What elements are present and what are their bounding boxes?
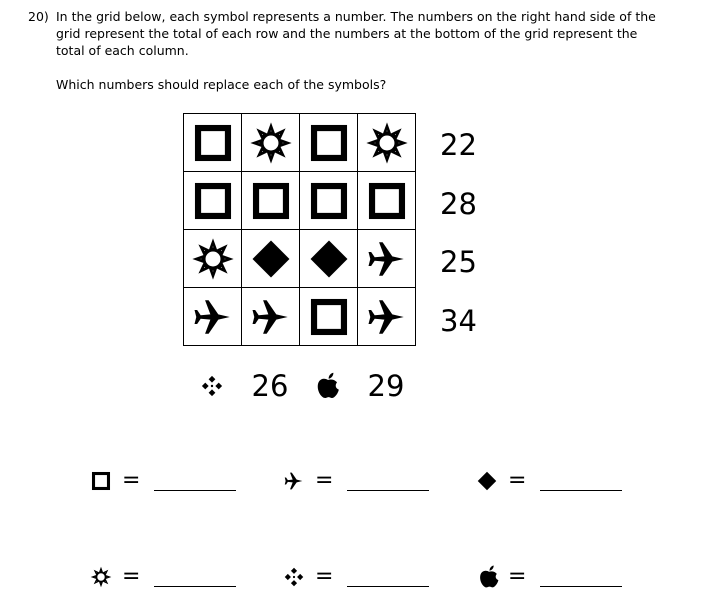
square-icon bbox=[307, 295, 351, 339]
diamond-icon bbox=[249, 237, 293, 281]
equals-sign: = bbox=[122, 564, 141, 589]
grid-cell bbox=[242, 230, 300, 288]
apple-icon bbox=[476, 564, 502, 590]
plane-icon bbox=[249, 295, 293, 339]
plane-icon bbox=[365, 295, 409, 339]
grid-cell bbox=[184, 230, 242, 288]
answer-blank[interactable] bbox=[347, 586, 429, 587]
row-total: 22 bbox=[440, 128, 477, 162]
equals-sign: = bbox=[508, 468, 527, 493]
grid-row bbox=[184, 288, 416, 346]
answer-symbol bbox=[476, 564, 502, 594]
grid-cell bbox=[358, 288, 416, 346]
grid-cell bbox=[300, 114, 358, 172]
answer-blank[interactable] bbox=[540, 490, 622, 491]
answer-blank[interactable] bbox=[154, 490, 236, 491]
answer-symbol bbox=[476, 470, 498, 496]
answer-sun bbox=[90, 562, 250, 592]
grid-cell bbox=[358, 172, 416, 230]
grid-row bbox=[184, 230, 416, 288]
grid-cell bbox=[242, 288, 300, 346]
column-totals bbox=[183, 364, 415, 408]
sun-icon bbox=[191, 237, 235, 281]
square-icon bbox=[307, 179, 351, 223]
four-diamonds-icon bbox=[283, 566, 305, 588]
answer-blank[interactable] bbox=[540, 586, 622, 587]
answer-symbol bbox=[90, 470, 112, 496]
grid-cell bbox=[300, 230, 358, 288]
grid-cell bbox=[358, 114, 416, 172]
column-total: 29 bbox=[367, 369, 405, 403]
square-icon bbox=[307, 121, 351, 165]
answer-symbol bbox=[90, 566, 112, 592]
square-icon bbox=[191, 179, 235, 223]
diamond-icon bbox=[307, 237, 351, 281]
answer-square bbox=[90, 466, 250, 496]
symbol-grid bbox=[183, 113, 416, 346]
grid-cell bbox=[242, 172, 300, 230]
grid-row bbox=[184, 114, 416, 172]
four-diamonds-icon bbox=[200, 374, 224, 398]
square-icon bbox=[90, 470, 112, 492]
equals-sign: = bbox=[508, 564, 527, 589]
square-icon bbox=[249, 179, 293, 223]
sun-icon bbox=[249, 121, 293, 165]
question-prompt: Which numbers should replace each of the symbols? bbox=[56, 77, 387, 92]
row-total: 34 bbox=[440, 303, 477, 338]
grid-cell bbox=[358, 230, 416, 288]
equals-sign: = bbox=[122, 468, 141, 493]
answer-blank[interactable] bbox=[347, 490, 429, 491]
sun-icon bbox=[90, 566, 112, 588]
grid-row bbox=[184, 172, 416, 230]
square-icon bbox=[191, 121, 235, 165]
plane-icon bbox=[191, 295, 235, 339]
answer-blank[interactable] bbox=[154, 586, 236, 587]
grid-cell bbox=[300, 288, 358, 346]
grid-cell bbox=[300, 172, 358, 230]
equals-sign: = bbox=[315, 468, 334, 493]
row-total: 28 bbox=[440, 186, 477, 221]
answer-symbol bbox=[283, 470, 305, 496]
plane-icon bbox=[283, 470, 305, 492]
diamond-icon bbox=[476, 470, 498, 492]
answer-four-diamonds bbox=[283, 562, 443, 592]
grid-cell bbox=[184, 114, 242, 172]
square-icon bbox=[365, 179, 409, 223]
answer-apple bbox=[476, 562, 636, 592]
answer-plane bbox=[283, 466, 443, 496]
column-total: 26 bbox=[251, 369, 289, 403]
grid-cell bbox=[184, 288, 242, 346]
apple-icon bbox=[313, 371, 343, 401]
row-total: 25 bbox=[440, 245, 477, 279]
question-text: In the grid below, each symbol represents a number. The numbers on the right hand side of the grid represent the total of each row and the numbers at the bottom of the grid represent the total of each column. bbox=[56, 9, 656, 58]
question-number: 20) bbox=[28, 9, 49, 24]
grid-cell bbox=[242, 114, 300, 172]
sun-icon bbox=[365, 121, 409, 165]
answer-diamond bbox=[476, 466, 636, 496]
plane-icon bbox=[365, 237, 409, 281]
grid-cell bbox=[184, 172, 242, 230]
column-total-symbol bbox=[183, 364, 241, 408]
column-total-symbol bbox=[299, 364, 357, 408]
equals-sign: = bbox=[315, 564, 334, 589]
answer-symbol bbox=[283, 566, 305, 592]
